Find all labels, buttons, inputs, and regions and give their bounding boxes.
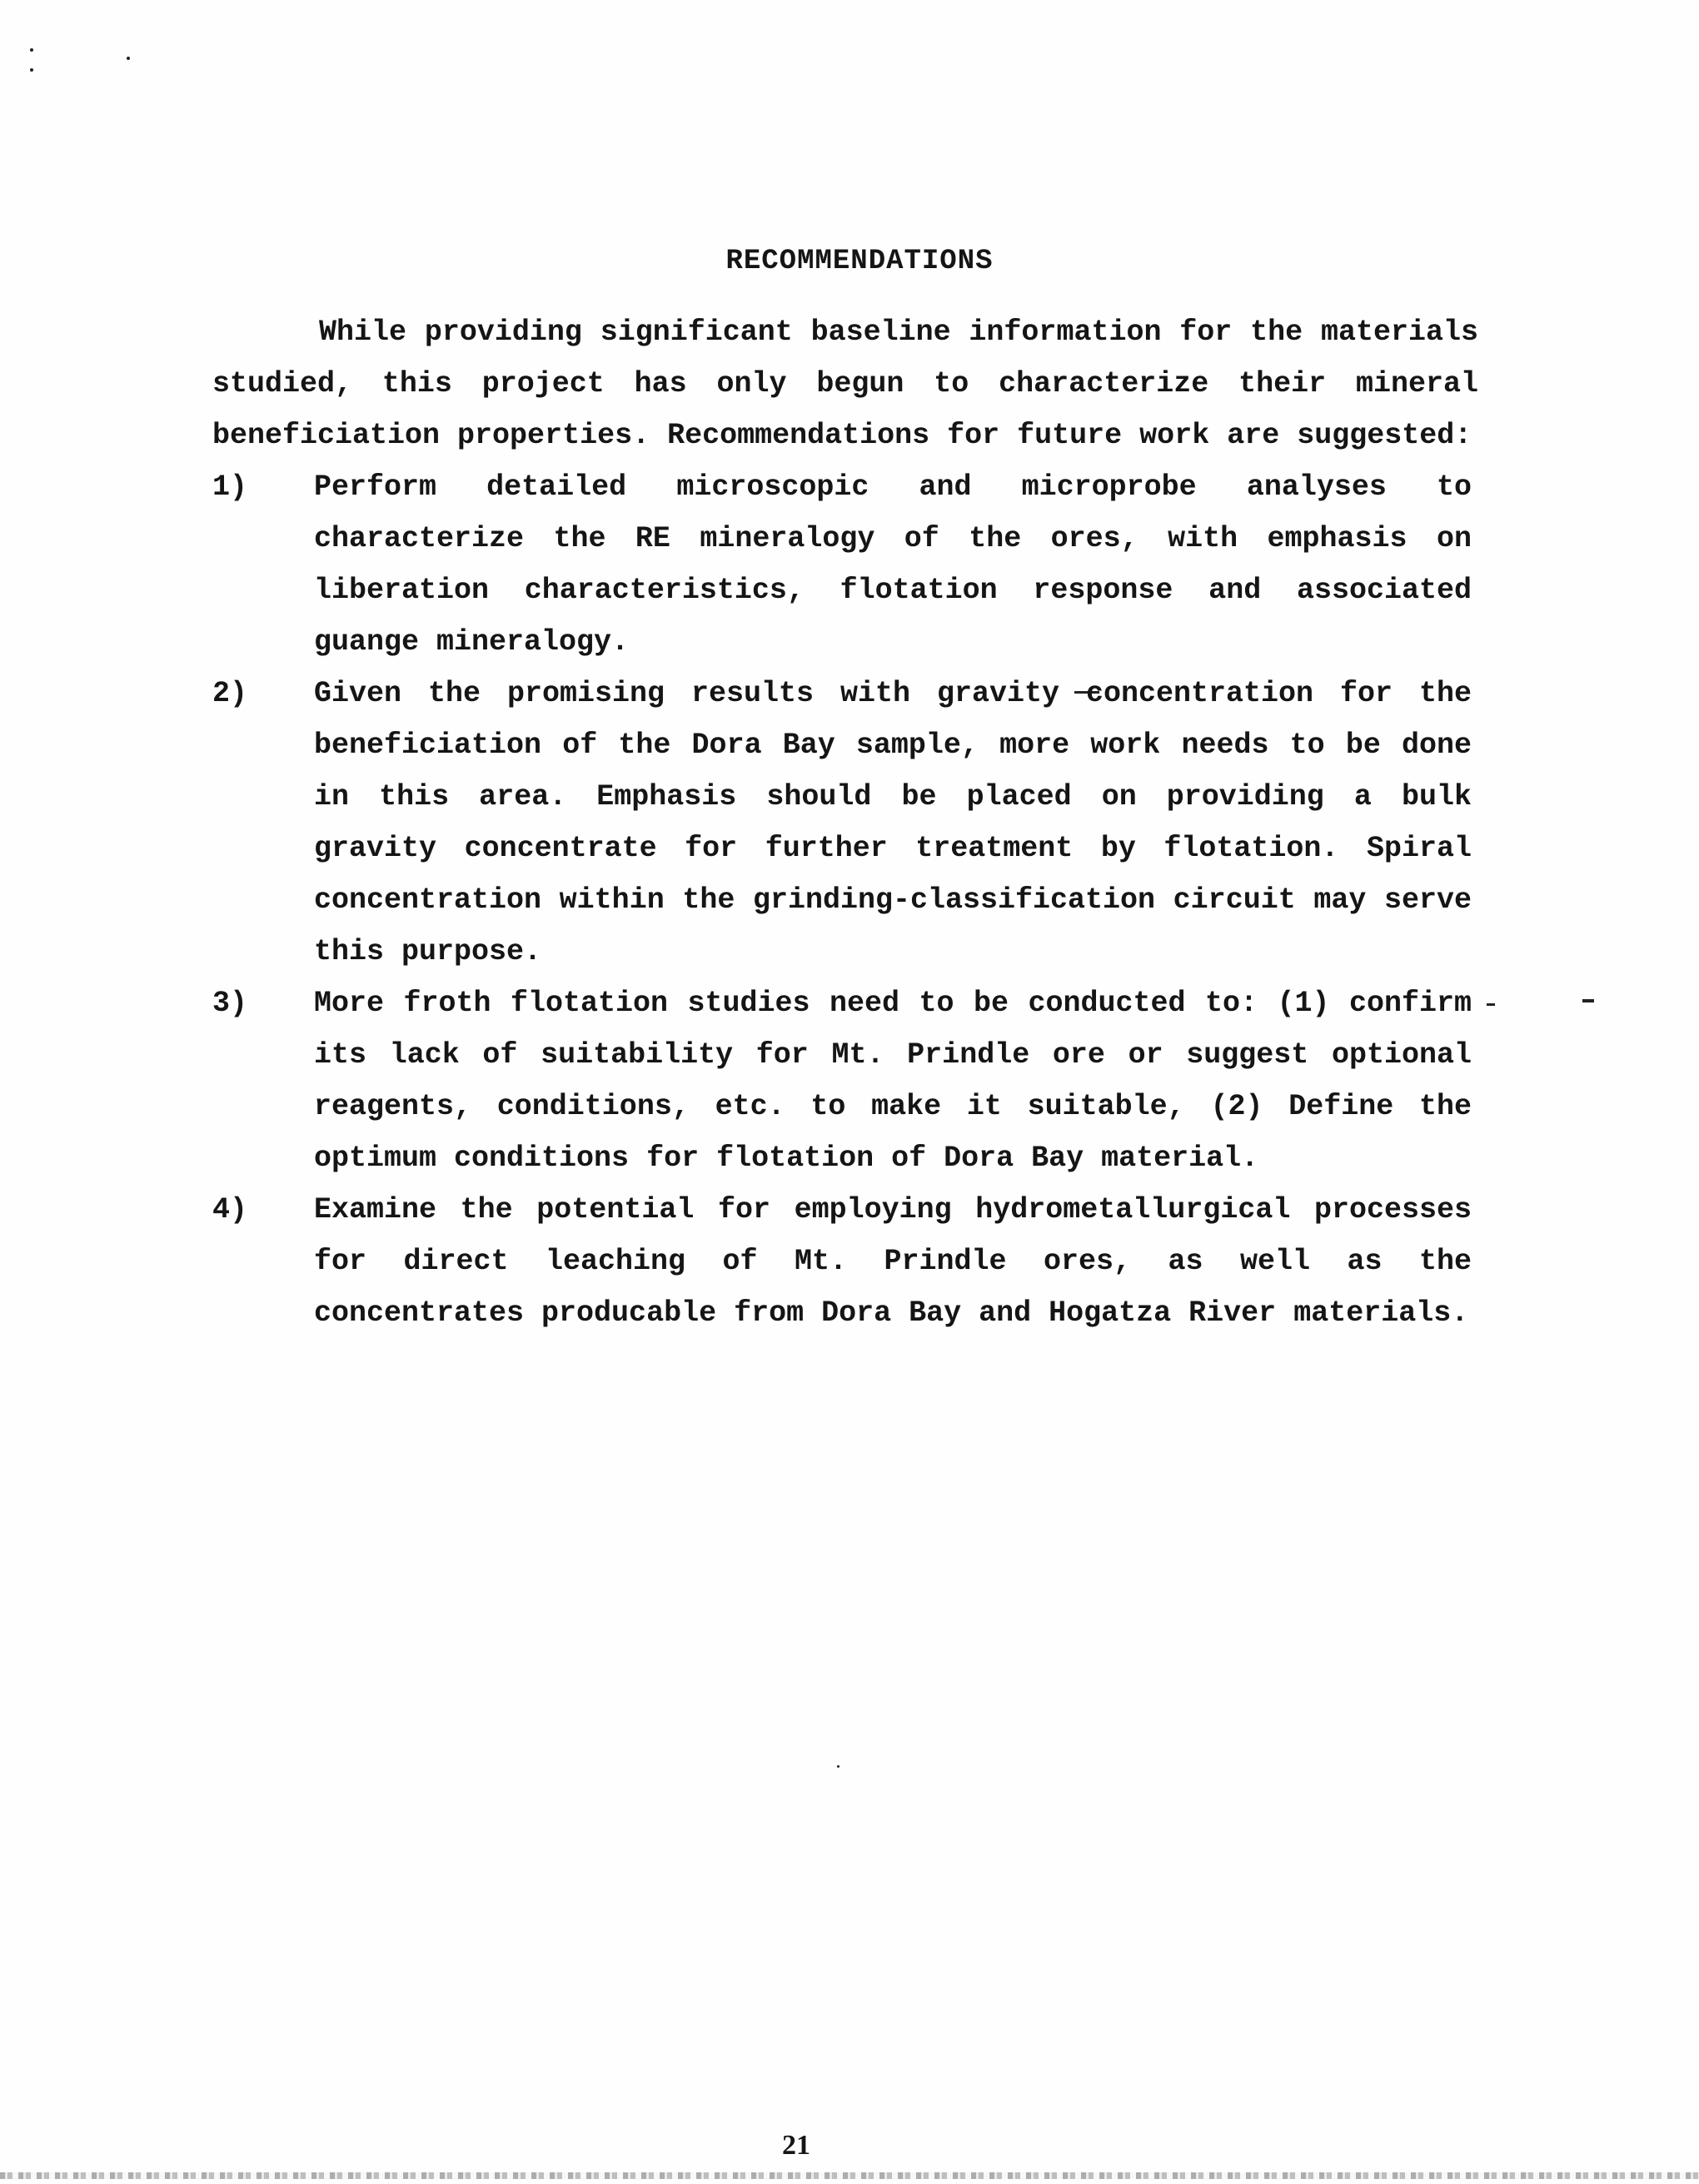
page-number: 21 <box>782 2130 810 2161</box>
scan-speck <box>30 48 33 52</box>
recommendation-text: More froth flotation studies need to be conducted to: (1) confirm its lack of suitability for Mt. Prindle ore or suggest optional reagents, conditions, etc. to make it suitable, (2) Define the optimum conditions for flotation of Dora Bay material. <box>314 987 1472 1175</box>
scan-edge-artifact <box>0 2172 1699 2179</box>
scan-speck <box>30 68 33 72</box>
recommendation-item <box>212 668 1478 978</box>
document-body <box>212 306 1478 1339</box>
recommendation-number: 2) <box>212 677 248 710</box>
recommendation-item <box>212 978 1478 1184</box>
recommendation-text: Perform detailed microscopic and microprobe analyses to characterize the RE mineralogy of the ores, with emphasis on liberation characteristics, flotation response and associated guange mineralogy. <box>314 470 1472 659</box>
recommendation-text: Examine the potential for employing hydrometallurgical processes for direct leaching of Mt. Prindle ores, as well as the concentrates producable from Dora Bay and Hogatza River materials. <box>314 1193 1472 1330</box>
scan-speck <box>127 57 130 60</box>
scan-speck <box>837 1765 840 1768</box>
scan-speck <box>1487 1003 1495 1006</box>
recommendations-list <box>212 461 1478 1339</box>
recommendation-item <box>212 461 1478 668</box>
recommendation-number: 1) <box>212 470 248 504</box>
recommendation-number: 4) <box>212 1193 248 1226</box>
section-heading: RECOMMENDATIONS <box>725 245 994 277</box>
recommendation-item <box>212 1184 1478 1339</box>
intro-paragraph: While providing significant baseline information for the materials studied, this project has only begun to characterize their mineral beneficiation properties. Recommendations for future work are suggested: <box>212 316 1478 452</box>
recommendation-number: 3) <box>212 987 248 1020</box>
scan-speck <box>1582 999 1594 1002</box>
recommendation-text: Given the promising results with gravity concentration for the beneficiation of the Dora Bay sample, more work needs to be done in this area. Emphasis should be placed on providing a bulk gravity concentrate for further treatment by flotation. Spiral concentration within the grinding-classification circuit may serve this purpose. <box>314 677 1472 968</box>
